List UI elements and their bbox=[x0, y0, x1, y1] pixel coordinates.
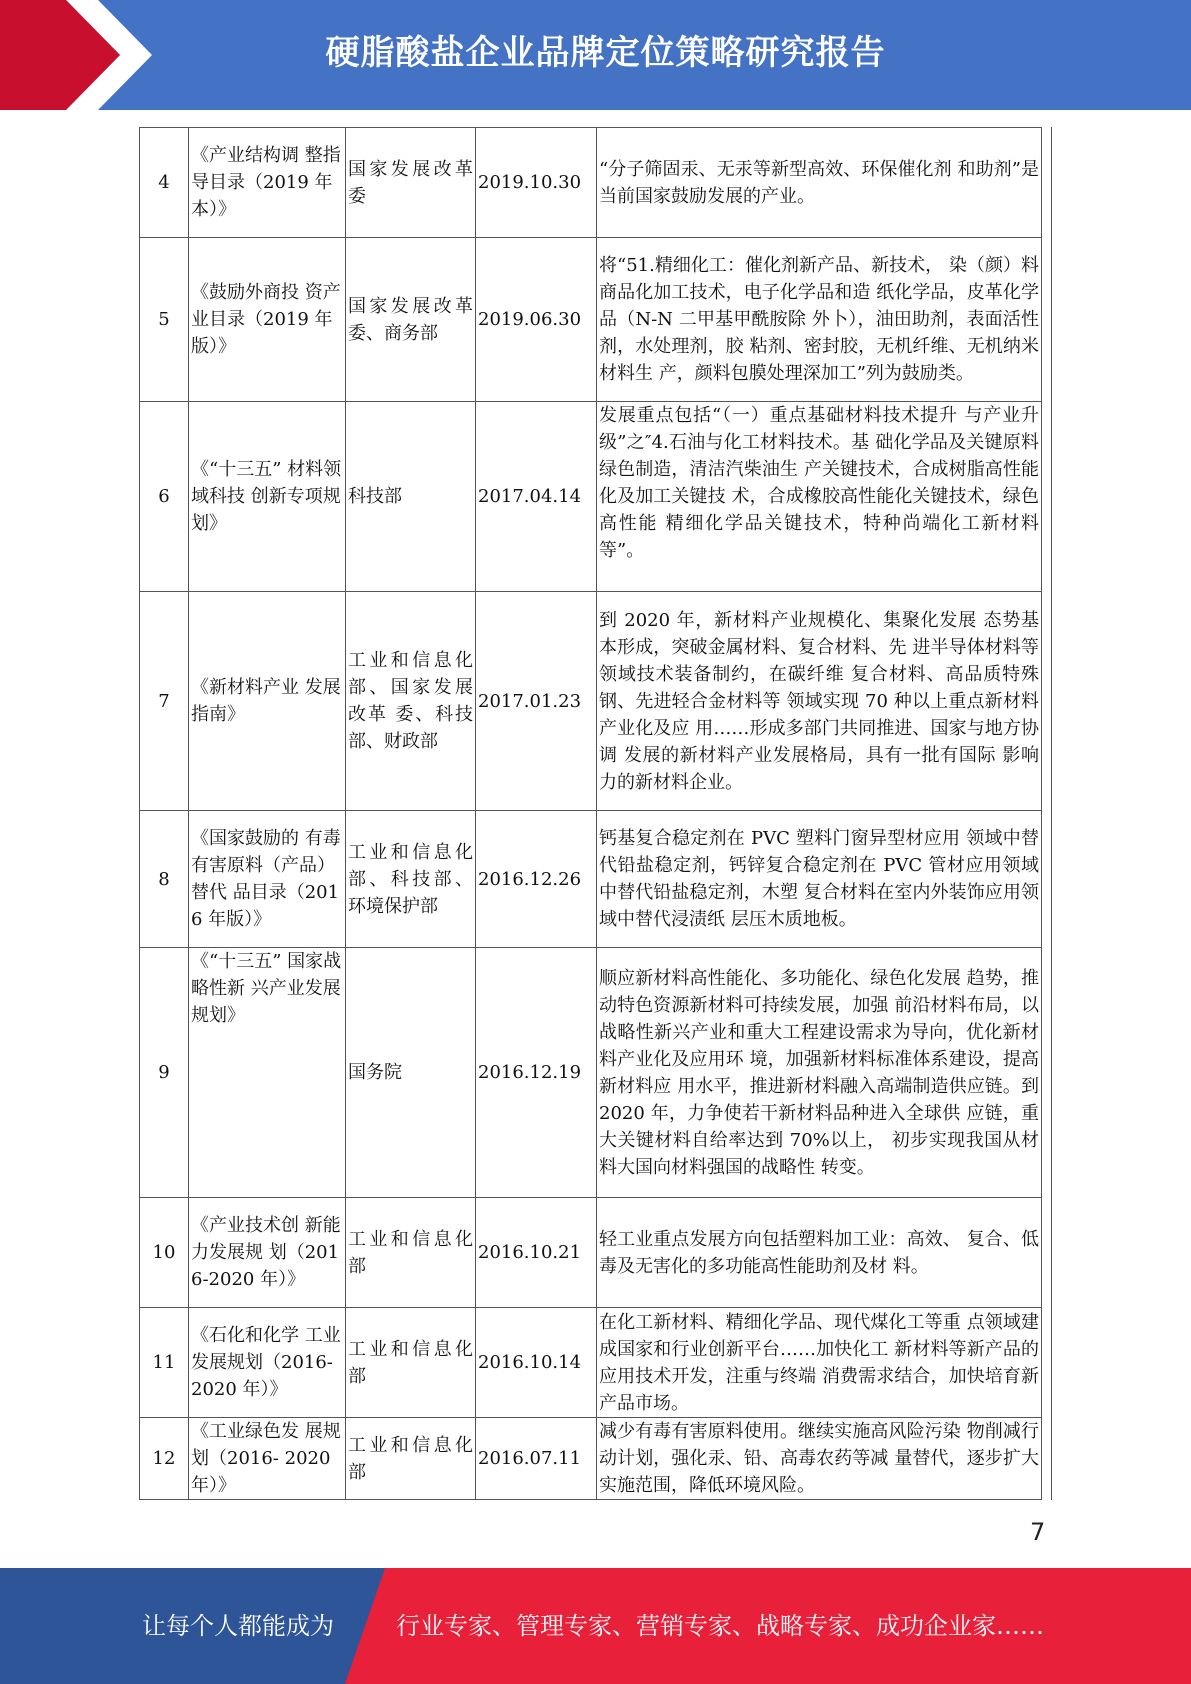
policy-table bbox=[139, 127, 1042, 1500]
table-row bbox=[140, 238, 1042, 402]
policy-content: 发展重点包括“（一）重点基础材料技术提升 与产业升级”之″4.石油与化工材料技术。基 础化学品及关键原料绿色制造，清洁汽柴油生 产关键技术，合成树脂高性能化及加工关键技 术，合成橡胶高性能化关键技术，绿色高性能 精细化学品关键技术，特种尚端化工新材料 等”。 bbox=[597, 402, 1042, 592]
policy-content: 在化工新材料、精细化学品、现代煤化工等重 点领域建成国家和行业创新平台……加快化工 新材料等新产品的应用技术开发，注重与终端 消费需求结合，加快培育新产品市场。 bbox=[597, 1308, 1042, 1418]
policy-name: 《石化和化学 工业发展规划（2016-2020 年）》 bbox=[189, 1308, 346, 1418]
policy-content: “分子筛固汞、无汞等新型高效、环保催化剂 和助剂”是当前国家鼓励发展的产业。 bbox=[597, 128, 1042, 238]
issue-date: 2016.10.14 bbox=[476, 1308, 597, 1418]
table-row bbox=[140, 592, 1042, 811]
issue-date: 2019.06.30 bbox=[476, 238, 597, 402]
policy-name: 《产业结构调 整指导目录（2019 年本）》 bbox=[189, 128, 346, 238]
table-row bbox=[140, 811, 1042, 948]
table-row bbox=[140, 128, 1042, 238]
issuing-department: 国务院 bbox=[346, 948, 476, 1198]
policy-name: 《工业绿色发 展规划（2016- 2020 年）》 bbox=[189, 1418, 346, 1500]
issuing-department: 国家发展改革委、商务部 bbox=[346, 238, 476, 402]
policy-name: 《“十三五” 材料领域科技 创新专项规 划》 bbox=[189, 402, 346, 592]
page-title: 硬脂酸盐企业品牌定位策略研究报告 bbox=[325, 33, 886, 73]
issuing-department: 国家发展改革委 bbox=[346, 128, 476, 238]
row-number: 10 bbox=[140, 1198, 189, 1308]
policy-content: 将“51.精细化工：催化剂新产品、新技术， 染（颜）料商品化加工技术，电子化学品和造 纸化学品，皮革化学品（N-N 二甲基甲酰胺除 外卜），油田助剂，表面活性剂，水处理剂，胶 粘剂、密封胶，无机纤维、无机纳米材料生 产，颜料包膜处理深加工”列为鼓励类。 bbox=[597, 238, 1042, 402]
issuing-department: 工业和信息化部、国家发展改革 委、科技 部、财政部 bbox=[346, 592, 476, 811]
issue-date: 2017.04.14 bbox=[476, 402, 597, 592]
page-number: 7 bbox=[1030, 1518, 1046, 1546]
policy-name: 《产业技术创 新能力发展规 划（2016-2020 年）》 bbox=[189, 1198, 346, 1308]
policy-content: 轻工业重点发展方向包括塑料加工业：高效、 复合、低毒及无害化的多功能高性能助剂及材 料。 bbox=[597, 1198, 1042, 1308]
issuing-department: 工业和信息化部 bbox=[346, 1198, 476, 1308]
table-row bbox=[140, 1418, 1042, 1500]
row-number: 6 bbox=[140, 402, 189, 592]
issue-date: 2017.01.23 bbox=[476, 592, 597, 811]
issue-date: 2016.12.19 bbox=[476, 948, 597, 1198]
policy-content: 到 2020 年，新材料产业规模化、集聚化发展 态势基本形成，突破金属材料、复合材料、先 进半导体材料等领域技术装备制约，在碳纤维 复合材料、高品质特殊钢、先进轻合金材料等 领域实现 70 种以上重点新材料产业化及应 用……形成多部门共同推进、国家与地方协调 发展的新材料产业发展格局，具有一批有国际 影响力的新材料企业。 bbox=[597, 592, 1042, 811]
issuing-department: 科技部 bbox=[346, 402, 476, 592]
table-row bbox=[140, 402, 1042, 592]
issuing-department: 工业和信息化部 bbox=[346, 1418, 476, 1500]
page-footer bbox=[0, 1568, 1191, 1684]
footer-slogan-right: 行业专家、管理专家、营销专家、战略专家、成功企业家…… bbox=[396, 1612, 1044, 1640]
policy-name: 《鼓励外商投 资产业目录（2019 年版）》 bbox=[189, 238, 346, 402]
row-number: 11 bbox=[140, 1308, 189, 1418]
table-row bbox=[140, 1198, 1042, 1308]
footer-slogan-left: 让每个人都能成为 bbox=[142, 1612, 334, 1640]
issue-date: 2016.12.26 bbox=[476, 811, 597, 948]
issue-date: 2016.07.11 bbox=[476, 1418, 597, 1500]
issue-date: 2019.10.30 bbox=[476, 128, 597, 238]
policy-content: 钙基复合稳定剂在 PVC 塑料门窗异型材应用 领域中替代铅盐稳定剂，钙锌复合稳定剂在 PVC 管材应用领域中替代铅盐稳定剂，木塑 复合材料在室内外装饰应用领域中替代浸渍纸 层压木质地板。 bbox=[597, 811, 1042, 948]
issuing-department: 工业和信息化部、科技部、环境保护部 bbox=[346, 811, 476, 948]
row-number: 5 bbox=[140, 238, 189, 402]
table-row bbox=[140, 1308, 1042, 1418]
row-number: 12 bbox=[140, 1418, 189, 1500]
policy-name: 《“十三五” 国家战略性新 兴产业发展规划》 bbox=[189, 948, 346, 1198]
policy-table-container bbox=[139, 127, 1042, 1500]
row-number: 4 bbox=[140, 128, 189, 238]
issue-date: 2016.10.21 bbox=[476, 1198, 597, 1308]
policy-content: 顺应新材料高性能化、多功能化、绿色化发展 趋势，推动特色资源新材料可持续发展，加强 前沿材料布局，以战略性新兴产业和重大工程建设需求为导向，优化新材料产业化及应用环 境，加强新材料标准体系建设，提高新材料应 用水平，推进新材料融入高端制造供应链。到 2020 年，力争使若干新材料品种进入全球供 应链，重大关键材料自给率达到 70%以上， 初步实现我国从材料大国向材料强国的战略性 转变。 bbox=[597, 948, 1042, 1198]
table-row bbox=[140, 948, 1042, 1198]
policy-name: 《新材料产业 发展指南》 bbox=[189, 592, 346, 811]
row-number: 7 bbox=[140, 592, 189, 811]
table-right-rule bbox=[1051, 127, 1052, 1500]
policy-content: 减少有毒有害原料使用。继续实施高风险污染 物削减行动计划，强化汞、铅、高毒农药等减 量替代，逐步扩大实施范围，降低环境风险。 bbox=[597, 1418, 1042, 1500]
page-header bbox=[0, 0, 1191, 110]
row-number: 8 bbox=[140, 811, 189, 948]
row-number: 9 bbox=[140, 948, 189, 1198]
policy-name: 《国家鼓励的 有毒有害原料（产品）替代 品目录（2016 年版）》 bbox=[189, 811, 346, 948]
issuing-department: 工业和信息化部 bbox=[346, 1308, 476, 1418]
